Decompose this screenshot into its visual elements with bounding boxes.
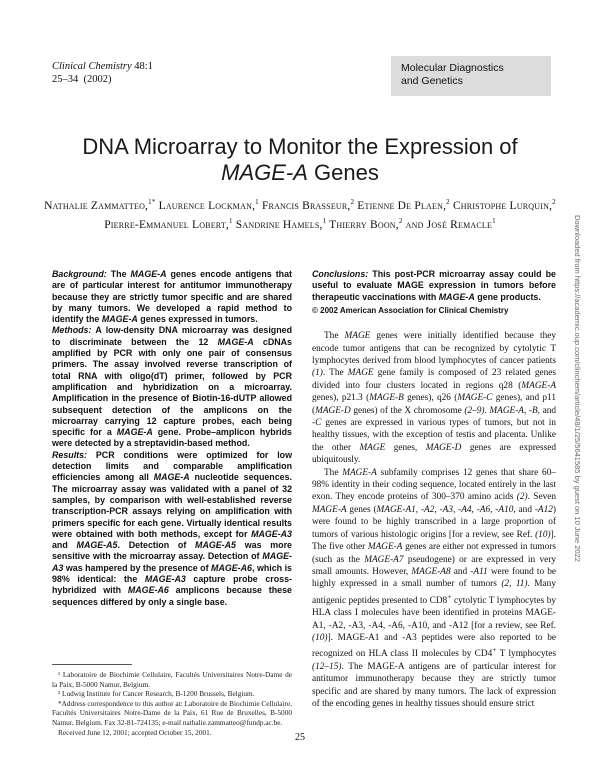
footnote-received: Received June 12, 2001; accepted October 15, 2001. <box>58 727 212 737</box>
footnote-affiliation-1: ¹ Laboratoire de Biochimie Cellulaire, Facultés Universitaires Notre-Dame de la Paix, B-5000 Namur, Belgium. <box>52 670 292 689</box>
author-name: Francis Brasseur, <box>261 199 351 212</box>
footnote-affiliation-2: ² Ludwig Institute for Cancer Research, B-1200 Brussels, Belgium. <box>58 689 255 699</box>
journal-year: (2002) <box>83 74 112 85</box>
title-gene: MAGE-A <box>221 160 308 185</box>
title-suffix: Genes <box>307 160 379 185</box>
author-name: and José Remacle <box>405 218 493 231</box>
title-line1: DNA Microarray to Monitor the Expression of <box>82 134 518 159</box>
footnotes <box>52 670 292 737</box>
author-affiliation-mark: 1 <box>229 216 233 225</box>
footnote-divider <box>52 664 132 665</box>
author-name: Christophe Lurquin, <box>452 199 553 212</box>
author-affiliation-mark: 2 <box>350 198 355 206</box>
author-name: Nathalie Zammatteo, <box>44 199 149 212</box>
journal-volume: 48:1 <box>134 61 153 72</box>
footnote-correspondence: *Address correspondence to this author at: Laboratoire de Biochimie Cellulaire, Facultés Universitaires Notre-Dame de la Paix, 61 Rue de Bruxelles, B-5000 Namur, Belgium. Fax 32-81-724135; e-mail nathalie.zammatteo@fundp.ac.be. <box>52 698 292 727</box>
body-paragraph-1: The MAGE genes were initially identified because they encode tumor antigens that can be recognized by cytolytic T lymphocytes derived from blood lymphocytes of cancer patients (1). The MAGE gene family is composed of 23 related genes divided into four clusters located in regions q28 (MAGE-A genes), p21.3 (MAGE-B genes), q26 (MAGE-C genes), and p11 (MAGE-D genes) of the X chromosome (2–9). MAGE-A, -B, and -C genes are expressed in various types of tumors, but not in healthy tissues, with the exception of testis and placenta. Unlike the other MAGE genes, MAGE-D genes are expressed ubiquitously. <box>312 331 557 466</box>
section-label <box>391 56 551 96</box>
journal-name: Clinical Chemistry <box>52 61 132 72</box>
download-note-text: Downloaded from https://academic.oup.com/clinchem/article/48/1/25/5641585 by guest on 10 June 2022 <box>573 215 582 562</box>
author-affiliation-mark: 1 <box>322 216 327 225</box>
abstract-background: Background: The MAGE-A genes encode antigens that are of particular interest for antitumor immunotherapy because they are strictly tumor specific and are shared by many tumors. We developed a rapid method to identify the MAGE-A genes expressed in tumors. <box>52 269 292 325</box>
author-name: Thierry Boon, <box>329 218 399 231</box>
section-label-line2: and Genetics <box>401 75 463 87</box>
abstract <box>52 269 292 608</box>
author-list <box>40 195 560 233</box>
body-paragraph-2: The MAGE-A subfamily comprises 12 genes that share 60–98% identity in their coding sequence, located entirely in the last exon. They encode proteins of 300–370 amino acids (2). Seven MAGE-A genes (MAGE-A1, -A2, -A3, -A4, -A6, -A10, and -A12) were found to be highly transcribed in a large proportion of tumors of various histologic origins [for a review, see Ref. (10)]. The five other MAGE-A genes are either not expressed in tumors (such as the MAGE-A7 pseudogene) or are expressed in very small amounts. However, MAGE-A8 and -A11 were found to be highly expressed in a small number of tumors (2, 11). Many antigenic peptides presented to CD8+ cytolytic T lymphocytes by HLA class I molecules have been identified in proteins MAGE-A1, -A2, -A3, -A4, -A6, -A10, and -A12 [for a review, see Ref. (10)]. MAGE-A1 and -A3 peptides were also reported to be recognized on HLA class II molecules by CD4+ T lymphocytes (12–15). The MAGE-A antigens are of particular interest for antitumor immunotherapy because they are strictly tumor specific and are shared by many tumors. The lack of expression of the encoding genes in healthy tissues should ensure strict <box>312 467 557 710</box>
author-name: Sandrine Hamels, <box>235 218 323 231</box>
author-affiliation-mark: 1 <box>255 198 259 206</box>
author-affiliation-mark: 2 <box>398 216 403 225</box>
author-affiliation-mark: 1* <box>148 198 156 206</box>
page-number: 25 <box>295 732 305 743</box>
author-name: Laurence Lockman, <box>158 199 256 212</box>
section-label-line1: Molecular Diagnostics <box>401 62 504 74</box>
abstract-copyright: © 2002 American Association for Clinical Chemistry <box>312 305 509 315</box>
author-affiliation-mark: 1 <box>492 216 496 225</box>
abstract-conclusions: Conclusions: This post-PCR microarray assay could be useful to evaluate MAGE expression in tumors before therapeutic vaccinations with MAGE-A gene products. © 2002 American Association for Clinical Chemistry <box>312 269 556 315</box>
abstract-methods: Methods: A low-density DNA microarray was designed to discriminate between the 12 MAGE-A cDNAs amplified by PCR with only one pair of consensus primers. The assay involved reverse transcription of total RNA with oligo(dT) primer, followed by PCR amplification and hybridization on a microarray. Amplification in the presence of Biotin-16-dUTP allowed subsequent detection of the amplicons on the microarray carrying 12 capture probes, each being specific for a MAGE-A gene. Probe–amplicon hybrids were detected by a streptavidin-based method. <box>52 325 292 449</box>
abstract-column <box>52 269 292 608</box>
download-note <box>573 215 594 635</box>
author-affiliation-mark: 2 <box>552 198 556 206</box>
author-affiliation-mark: 2 <box>446 198 450 206</box>
article-title <box>40 134 560 186</box>
author-name: Etienne De Plaen, <box>357 199 447 212</box>
right-column <box>312 269 556 711</box>
author-name: Pierre-Emmanuel Lobert, <box>104 218 230 231</box>
journal-citation <box>52 60 153 86</box>
journal-pages: 25–34 <box>52 74 79 85</box>
abstract-results: Results: PCR conditions were optimized for low detection limits and comparable amplification efficiencies among all MAGE-A nucleotide sequences. The microarray assay was validated with a panel of 32 samples, by comparison with well-established reverse transcription-PCR assays relying on amplification with primers specific for each gene. Virtually identical results were obtained with both methods, except for MAGE-A3 and MAGE-A5. Detection of MAGE-A5 was more sensitive with the microarray assay. Detection of MAGE-A3 was hampered by the presence of MAGE-A6, which is 98% identical: the MAGE-A3 capture probe cross-hybridized with MAGE-A6 amplicons because these sequences differed by only a single base. <box>52 449 292 607</box>
article-body <box>312 330 556 710</box>
